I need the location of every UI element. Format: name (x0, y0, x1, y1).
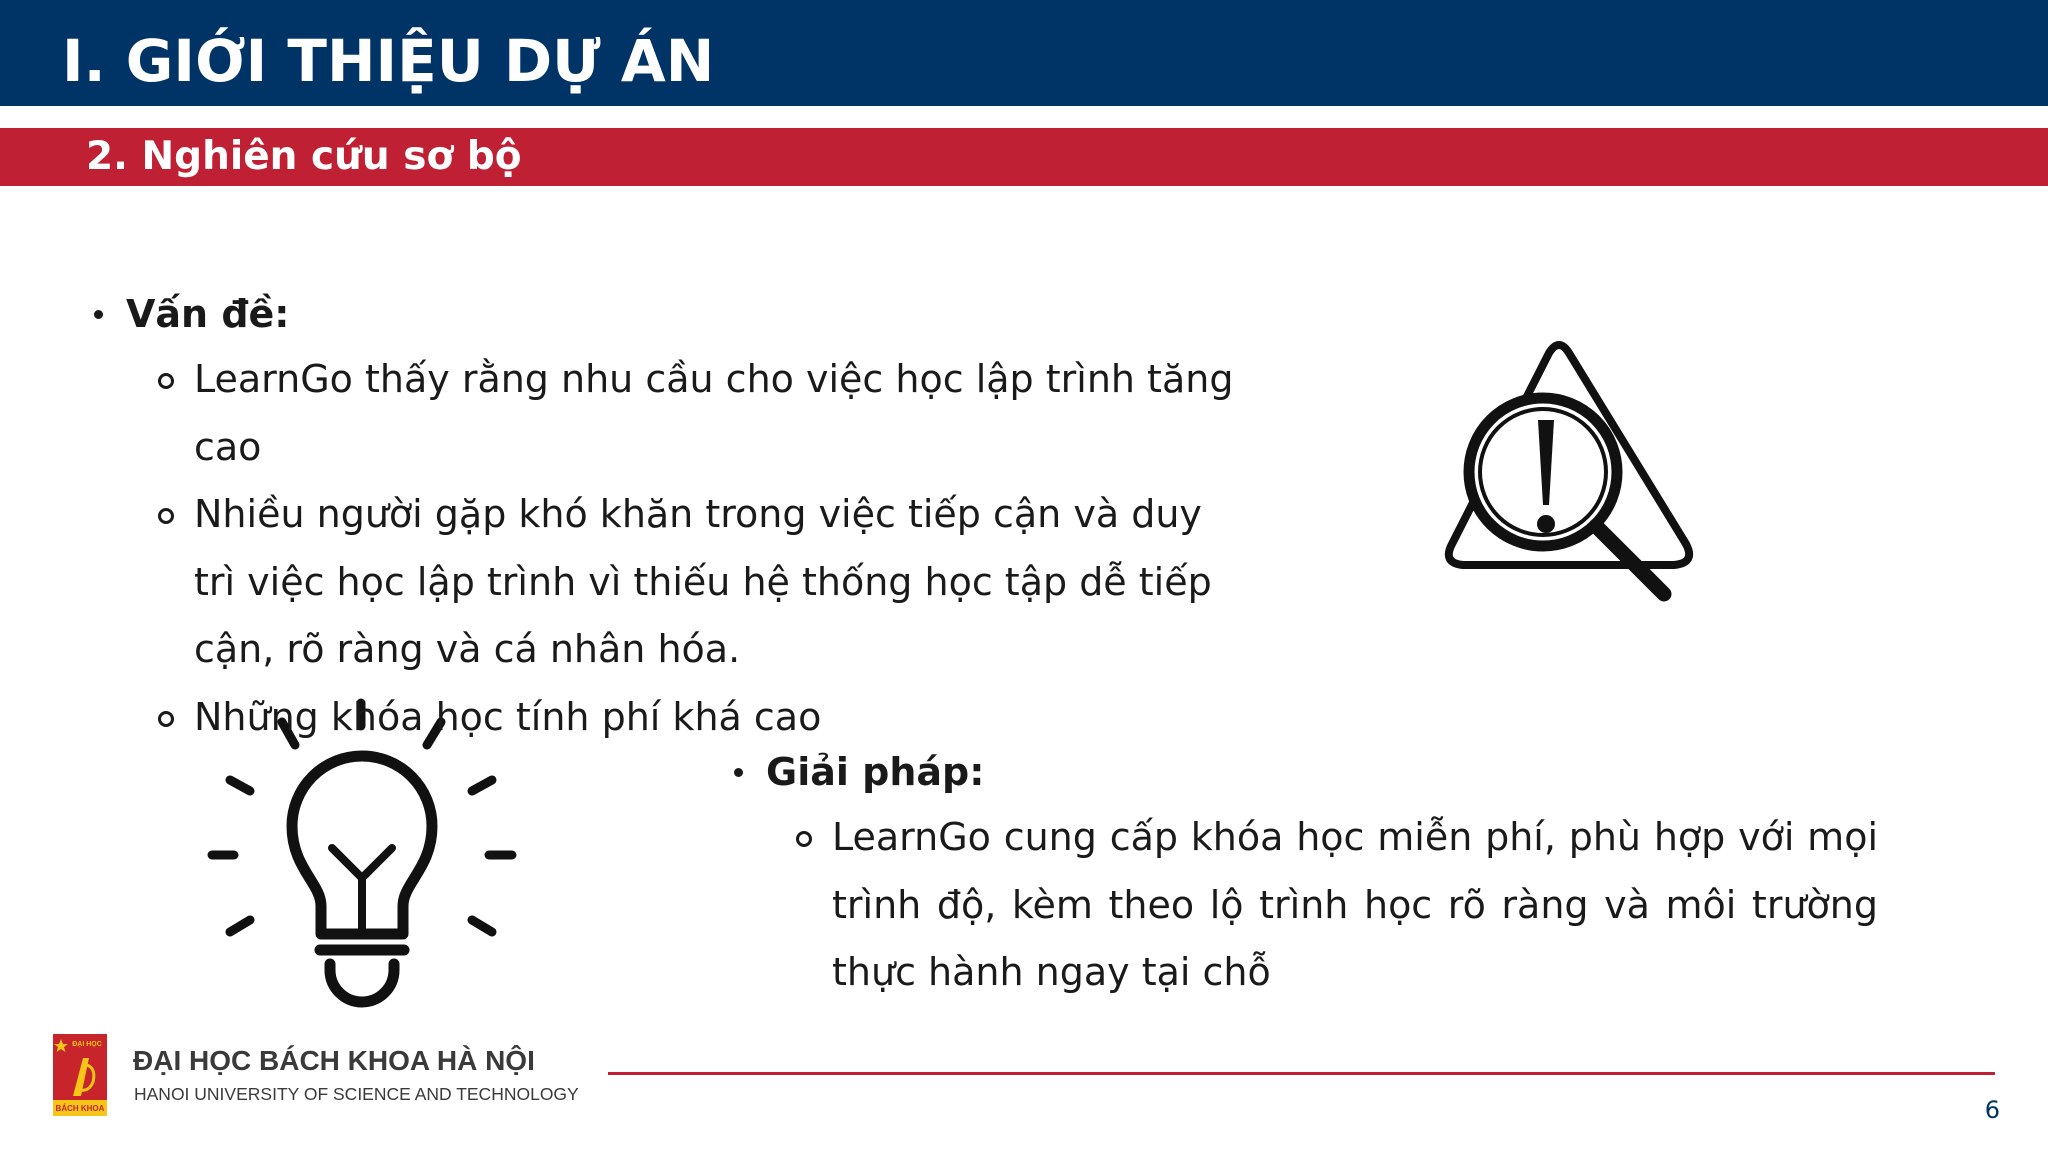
problem-item-text: Nhiều người gặp khó khăn trong việc tiếp cận và duy trì việc học lập trình vì thiếu hệ thống học tập dễ tiếp cận, rõ ràng và cá nhân hóa. (194, 492, 1212, 671)
logo-text-bottom: BÁCH KHOA (55, 1104, 105, 1113)
page-number: 6 (1984, 1096, 2000, 1124)
slide-subtitle: 2. Nghiên cứu sơ bộ (86, 134, 522, 179)
solution-item-text: LearnGo cung cấp khóa học miễn phí, phù hợp với mọi trình độ, kèm theo lộ trình học rõ ràng và môi trường thực hành ngay tại chỗ (832, 815, 1878, 994)
problem-item-text: Những khóa học tính phí khá cao (194, 694, 822, 739)
university-logo (53, 1034, 107, 1116)
solution-heading-row (728, 740, 1878, 804)
footer-divider (608, 1072, 1995, 1075)
bullet-ring (796, 831, 812, 847)
problem-item (88, 346, 1248, 481)
solution-heading: Giải pháp: (766, 750, 985, 794)
problem-heading: Vấn đề: (126, 292, 290, 336)
warning-magnifier-icon (1440, 340, 1700, 610)
university-name-en: HANOI UNIVERSITY OF SCIENCE AND TECHNOLOGY (134, 1084, 579, 1104)
solution-section (728, 740, 1878, 1007)
problem-section (88, 282, 1248, 751)
problem-list (88, 346, 1248, 751)
logo-text-top: ĐẠI HỌC (72, 1041, 102, 1048)
slide-title: I. GIỚI THIỆU DỰ ÁN (62, 27, 715, 95)
bullet-ring (158, 508, 174, 524)
problem-heading-row (88, 282, 1248, 346)
university-name: ĐẠI HỌC BÁCH KHOA HÀ NỘI (133, 1045, 535, 1076)
bullet-dot (94, 310, 103, 319)
bullet-ring (158, 373, 174, 389)
bullet-dot (734, 768, 743, 777)
solution-list (728, 804, 1878, 1007)
problem-item-text: LearnGo thấy rằng nhu cầu cho việc học lập trình tăng cao (194, 357, 1234, 469)
problem-item (88, 481, 1248, 684)
solution-item (728, 804, 1878, 1007)
bullet-ring (158, 711, 174, 727)
